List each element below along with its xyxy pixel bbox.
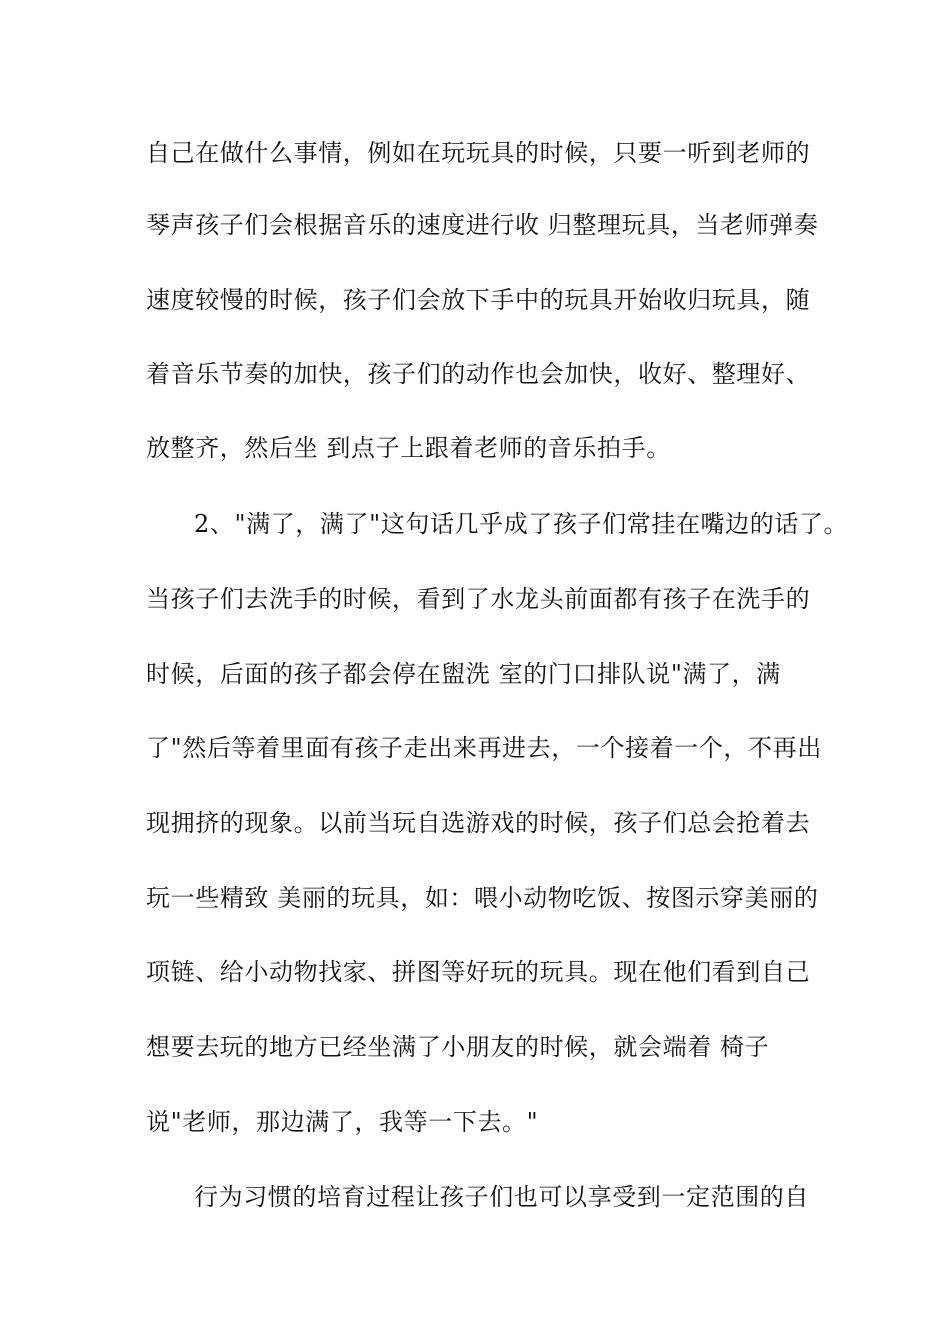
text-line: 琴声孩子们会根据音乐的速度进行收 归整理玩具，当老师弹奏 — [146, 211, 819, 239]
text-line: 了"然后等着里面有孩子走出来再进去，一个接着一个，不再出 — [146, 734, 822, 762]
text-line: 当孩子们去洗手的时候，看到了水龙头前面都有孩子在洗手的 — [146, 585, 811, 613]
text-line: 现拥挤的现象。以前当玩自选游戏的时候，孩子们总会抢着去 — [146, 809, 811, 837]
paragraph-start-line: 2、"满了，满了"这句话几乎成了孩子们常挂在嘴边的话了。 — [194, 510, 849, 538]
text-line: 说"老师，那边满了，我等一下去。" — [146, 1108, 539, 1136]
text-line: 玩一些精致 美丽的玩具，如：喂小动物吃饭、按图示穿美丽的 — [146, 884, 819, 912]
text-line: 着音乐节奏的加快，孩子们的动作也会加快，收好、整理好、 — [146, 360, 811, 388]
text-line: 项链、给小动物找家、拼图等好玩的玩具。现在他们看到自己 — [146, 958, 811, 986]
text-line: 想要去玩的地方已经坐满了小朋友的时候，就会端着 椅子 — [146, 1033, 770, 1061]
text-line: 时候，后面的孩子都会停在盥洗 室的门口排队说"满了，满 — [146, 660, 781, 688]
text-line: 速度较慢的时候，孩子们会放下手中的玩具开始收归玩具，随 — [146, 286, 811, 314]
text-line: 放整齐，然后坐 到点子上跟着老师的音乐拍手。 — [146, 434, 671, 462]
paragraph-start-line: 行为习惯的培育过程让孩子们也可以享受到一定范围的自 — [194, 1183, 809, 1211]
text-line: 自己在做什么事情，例如在玩玩具的时候，只要一听到老师的 — [146, 139, 811, 167]
